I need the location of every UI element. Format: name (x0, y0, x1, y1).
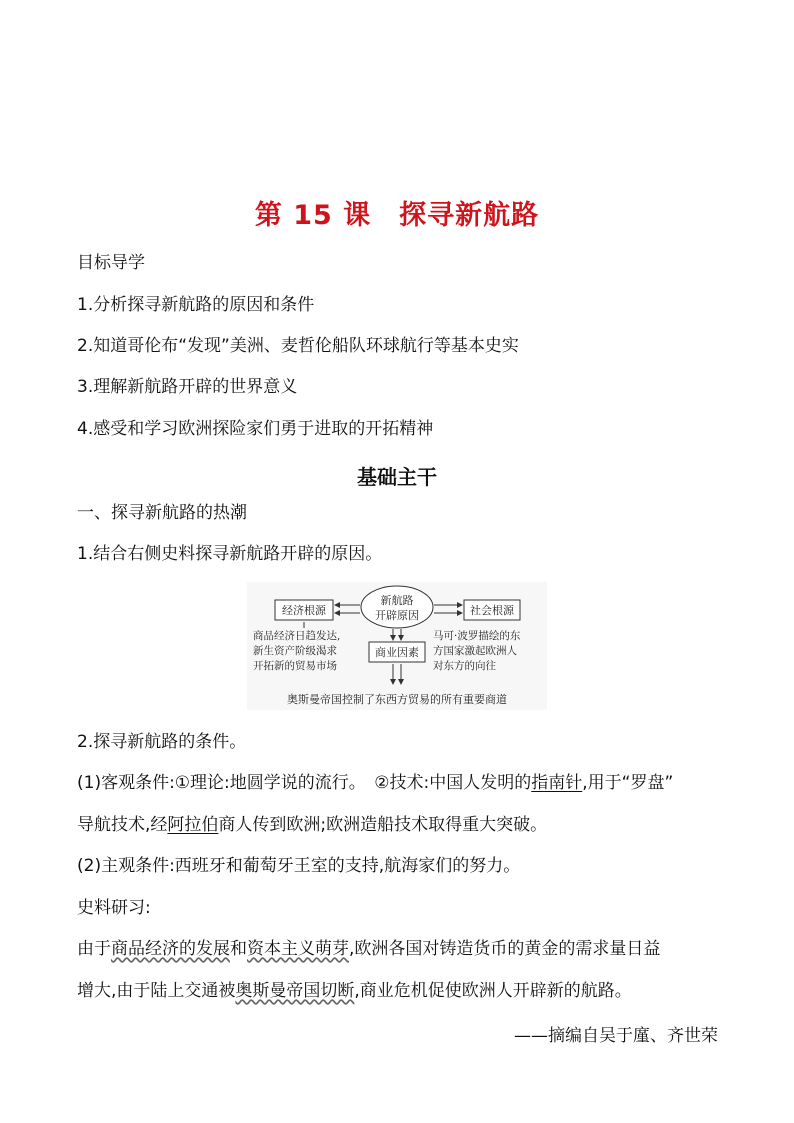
text: 增大,由于陆上交通被 (77, 981, 236, 1001)
right-box-label: 社会根源 (470, 604, 514, 617)
objective-conditions-cont (77, 814, 547, 836)
subjective-conditions: (2)主观条件:西班牙和葡萄牙王室的支持,航海家们的努力。 (77, 856, 521, 876)
causes-diagram (247, 582, 547, 710)
left-text: 商品经济日趋发达, (253, 630, 341, 642)
right-text: 马可·波罗描绘的东 (433, 630, 521, 642)
goal-item: 1.分析探寻新航路的原因和条件 (77, 295, 315, 315)
research-source: ——摘编自吴于廑、齐世荣 (514, 1026, 718, 1046)
text: 由于 (77, 939, 111, 959)
underlined-term: 奥斯曼帝国切断 (235, 981, 355, 1001)
research-heading: 史料研习: (77, 898, 151, 918)
text: (1)客观条件:①理论:地圆学说的流行。 ②技术:中国人发明的 (77, 773, 532, 793)
text: ,用于“罗盘” (582, 773, 674, 793)
research-paragraph-2 (77, 980, 632, 1002)
text: ,欧洲各国对铸造货币的黄金的需求量日益 (349, 939, 661, 959)
goals-heading: 目标导学 (77, 253, 145, 273)
middle-box-label: 商业因素 (375, 646, 419, 659)
arab-term: 阿拉伯 (167, 815, 219, 835)
underlined-term: 资本主义萌芽 (247, 939, 349, 959)
left-box-label: 经济根源 (282, 604, 326, 617)
text: 和 (230, 939, 247, 959)
left-text: 开拓新的贸易市场 (253, 660, 337, 672)
question-1: 1.结合右侧史料探寻新航路开辟的原因。 (77, 544, 383, 564)
right-text: 方国家激起欧洲人 (433, 645, 517, 657)
goal-item: 2.知道哥伦布“发现”美洲、麦哲伦船队环球航行等基本史实 (77, 336, 519, 356)
bottom-text: 奥斯曼帝国控制了东西方贸易的所有重要商道 (287, 693, 507, 706)
text: 商人传到欧洲;欧洲造船技术取得重大突破。 (218, 815, 548, 835)
text: 导航技术,经 (77, 815, 168, 835)
part1-heading: 一、探寻新航路的热潮 (77, 503, 247, 523)
compass-term: 指南针 (531, 773, 583, 793)
objective-conditions (77, 772, 673, 794)
text: ,商业危机促使欧洲人开辟新的航路。 (354, 981, 632, 1001)
left-text: 新生资产阶级渴求 (253, 645, 337, 657)
goal-item: 4.感受和学习欧洲探险家们勇于进取的开拓精神 (77, 419, 434, 439)
center-label-2: 开辟原因 (375, 609, 419, 622)
page-title: 第 15 课 探寻新航路 (254, 200, 540, 231)
center-label-1: 新航路 (380, 594, 414, 607)
underlined-term: 商品经济的发展 (111, 939, 230, 959)
section-title: 基础主干 (357, 465, 437, 489)
right-text: 对东方的向往 (433, 660, 496, 672)
goal-item: 3.理解新航路开辟的世界意义 (77, 377, 298, 397)
research-paragraph-1 (77, 938, 660, 960)
question-2: 2.探寻新航路的条件。 (77, 732, 247, 752)
